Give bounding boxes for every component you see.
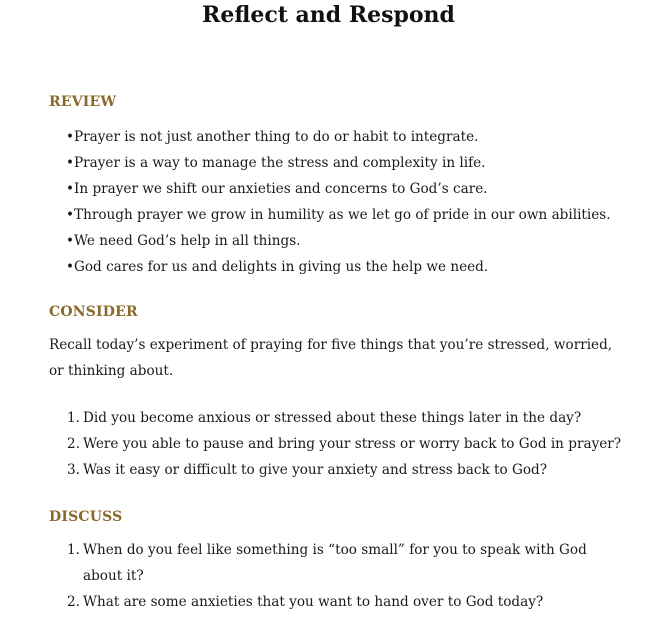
item-number: 2. <box>67 436 80 452</box>
bullet-icon: • <box>66 259 75 275</box>
item-text: Was it easy or difficult to give your anxiety and stress back to God? <box>83 462 548 478</box>
page-title: Reflect and Respond <box>202 2 455 28</box>
review-item <box>66 254 646 280</box>
consider-paragraph: Recall today’s experiment of praying for five things that you’re stressed, worried, or thinking about. <box>49 337 613 379</box>
review-item-text: Through prayer we grow in humility as we let go of pride in our own abilities. <box>74 207 611 223</box>
list-item <box>67 537 615 589</box>
list-item <box>67 405 627 431</box>
review-item-text: In prayer we shift our anxieties and concerns to God’s care. <box>74 181 488 197</box>
item-text: Did you become anxious or stressed about these things later in the day? <box>83 410 582 426</box>
list-item <box>67 431 627 457</box>
list-item <box>67 457 627 483</box>
list-item <box>67 589 615 615</box>
review-item-text: We need God’s help in all things. <box>74 233 301 249</box>
bullet-icon: • <box>66 155 75 171</box>
bullet-icon: • <box>66 129 75 145</box>
item-number: 3. <box>67 462 80 478</box>
item-number: 1. <box>67 542 80 558</box>
bullet-icon: • <box>66 181 75 197</box>
review-item <box>66 202 646 228</box>
review-item <box>66 150 646 176</box>
item-number: 1. <box>67 410 80 426</box>
review-heading: REVIEW <box>49 94 117 110</box>
discuss-heading: DISCUSS <box>49 509 123 525</box>
review-item <box>66 124 646 150</box>
consider-heading: CONSIDER <box>49 304 138 320</box>
review-item <box>66 176 646 202</box>
discuss-questions <box>67 537 615 615</box>
review-list <box>66 124 646 280</box>
review-item <box>66 228 646 254</box>
bullet-icon: • <box>66 233 75 249</box>
consider-questions <box>67 405 627 483</box>
review-item-text: God cares for us and delights in giving us the help we need. <box>74 259 489 275</box>
review-item-text: Prayer is a way to manage the stress and complexity in life. <box>74 155 486 171</box>
item-text: What are some anxieties that you want to hand over to God today? <box>83 594 544 610</box>
review-item-text: Prayer is not just another thing to do or habit to integrate. <box>74 129 479 145</box>
item-text: Were you able to pause and bring your stress or worry back to God in prayer? <box>83 436 622 452</box>
item-text: When do you feel like something is “too small” for you to speak with God about it? <box>83 542 587 584</box>
bullet-icon: • <box>66 207 75 223</box>
item-number: 2. <box>67 594 80 610</box>
